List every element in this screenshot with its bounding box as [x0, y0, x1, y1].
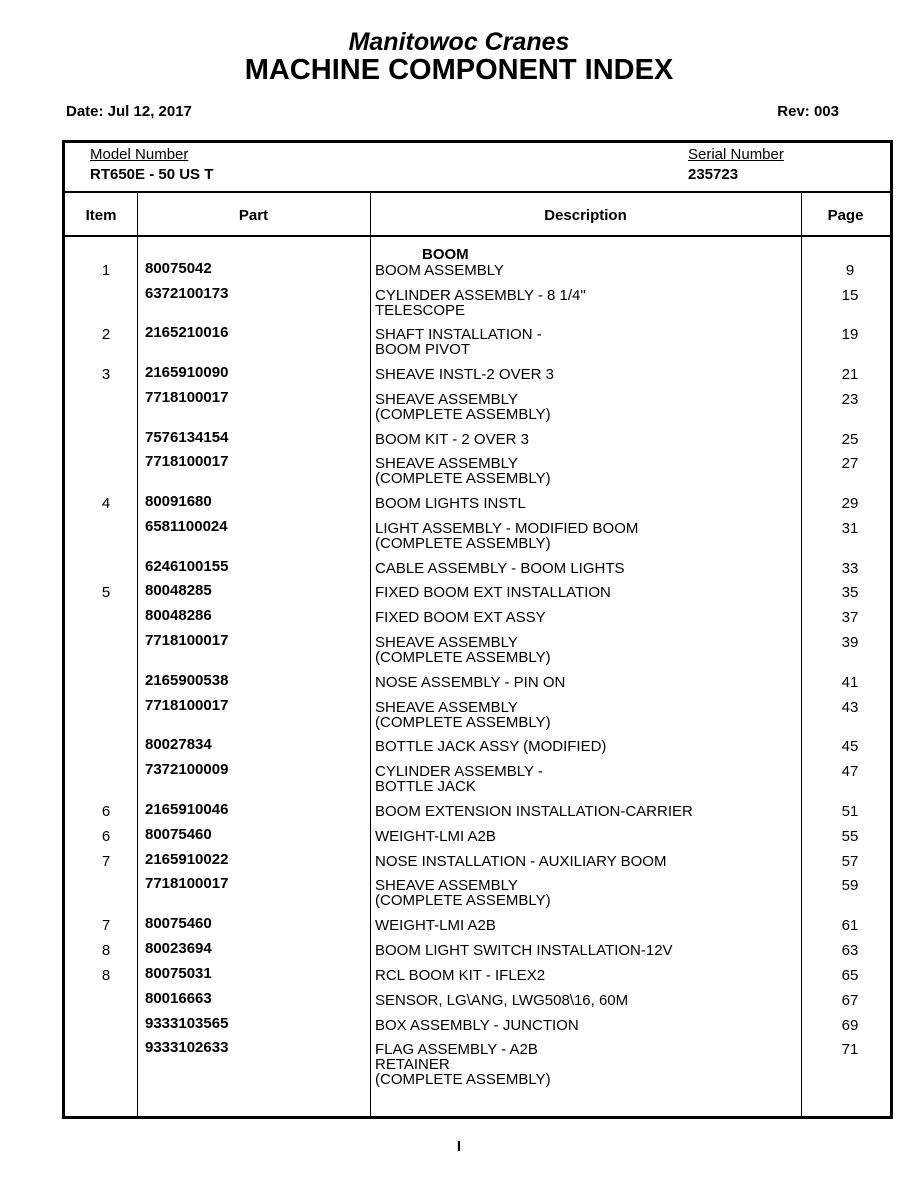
- row-page: 37: [841, 609, 859, 627]
- row-part-number: 80075031: [145, 964, 212, 982]
- row-page: 29: [841, 495, 859, 513]
- row-description: NOSE ASSEMBLY - PIN ON: [375, 673, 566, 691]
- row-item: 7: [101, 852, 111, 870]
- row-page: 51: [841, 802, 859, 820]
- row-description: SHEAVE ASSEMBLY (COMPLETE ASSEMBLY): [375, 390, 551, 423]
- row-part-number: 7718100017: [145, 696, 229, 714]
- column-header-part: Part: [238, 207, 269, 224]
- row-part-number: 80075460: [145, 915, 212, 933]
- model-number-label: Model Number: [90, 146, 189, 163]
- row-description: SENSOR, LG\ANG, LWG508\16, 60M: [375, 991, 629, 1009]
- component-index-table: [62, 140, 893, 1119]
- row-page: 15: [841, 286, 859, 304]
- row-page: 69: [841, 1016, 859, 1034]
- document-date: Date: Jul 12, 2017: [66, 103, 192, 120]
- row-page: 43: [841, 698, 859, 716]
- row-part-number: 7372100009: [145, 761, 229, 779]
- column-header-item: Item: [85, 207, 117, 224]
- row-part-number: 9333103565: [145, 1014, 229, 1032]
- row-description: CYLINDER ASSEMBLY - 8 1/4" TELESCOPE: [375, 286, 586, 319]
- row-part-number: 80048285: [145, 582, 212, 600]
- row-description: FLAG ASSEMBLY - A2B RETAINER (COMPLETE ASSEMBLY): [375, 1041, 551, 1089]
- row-description: SHEAVE ASSEMBLY (COMPLETE ASSEMBLY): [375, 634, 551, 667]
- row-description: FIXED BOOM EXT ASSY: [375, 609, 546, 627]
- row-page: 41: [841, 673, 859, 691]
- row-item: 8: [101, 966, 111, 984]
- document-header: [0, 30, 918, 85]
- row-page: 21: [841, 366, 859, 384]
- row-part-number: 2165910090: [145, 364, 229, 382]
- row-part-number: 7718100017: [145, 632, 229, 650]
- row-part-number: 9333102633: [145, 1039, 229, 1057]
- row-page: 31: [841, 519, 859, 537]
- row-page: 63: [841, 941, 859, 959]
- row-page: 47: [841, 763, 859, 781]
- row-page: 35: [841, 584, 859, 602]
- row-description: SHEAVE ASSEMBLY (COMPLETE ASSEMBLY): [375, 877, 551, 910]
- row-description: BOOM EXTENSION INSTALLATION-CARRIER: [375, 802, 693, 820]
- row-description: SHEAVE ASSEMBLY (COMPLETE ASSEMBLY): [375, 455, 551, 488]
- row-page: 19: [841, 326, 859, 344]
- row-description: BOOM LIGHT SWITCH INSTALLATION-12V: [375, 941, 673, 959]
- row-part-number: 7576134154: [145, 428, 229, 446]
- row-item: 4: [101, 495, 111, 513]
- header-divider: [65, 191, 890, 193]
- row-part-number: 2165910046: [145, 800, 229, 818]
- column-header-page: Page: [827, 207, 864, 224]
- column-header-description: Description: [544, 207, 627, 224]
- row-part-number: 7718100017: [145, 453, 229, 471]
- row-part-number: 80091680: [145, 493, 212, 511]
- row-item: 8: [101, 941, 111, 959]
- row-description: CYLINDER ASSEMBLY - BOTTLE JACK: [375, 763, 543, 796]
- row-page: 23: [841, 390, 859, 408]
- section-title: BOOM: [422, 246, 469, 263]
- row-description: CABLE ASSEMBLY - BOOM LIGHTS: [375, 559, 625, 577]
- serial-number-label: Serial Number: [688, 146, 784, 163]
- row-part-number: 2165210016: [145, 324, 229, 342]
- row-item: 1: [101, 262, 111, 279]
- table-row: [65, 1039, 890, 1097]
- row-item: 6: [101, 802, 111, 820]
- row-page: 65: [841, 966, 859, 984]
- row-part-number: 6246100155: [145, 557, 229, 575]
- row-description: SHEAVE INSTL-2 OVER 3: [375, 366, 554, 384]
- row-page: 45: [841, 738, 859, 756]
- row-description: SHAFT INSTALLATION - BOOM PIVOT: [375, 326, 542, 359]
- row-description: BOOM KIT - 2 OVER 3: [375, 430, 529, 448]
- row-description: SHEAVE ASSEMBLY (COMPLETE ASSEMBLY): [375, 698, 551, 731]
- row-part-number: 2165910022: [145, 850, 229, 868]
- row-page: 25: [841, 430, 859, 448]
- row-description: WEIGHT-LMI A2B: [375, 917, 496, 935]
- row-part-number: 80023694: [145, 939, 212, 957]
- column-header-divider: [65, 235, 890, 237]
- row-part-number: 80027834: [145, 736, 212, 754]
- row-description: LIGHT ASSEMBLY - MODIFIED BOOM (COMPLETE ASSEMBLY): [375, 519, 639, 552]
- row-part-number: 2165900538: [145, 671, 229, 689]
- row-item: 2: [101, 326, 111, 344]
- serial-number-value: 235723: [688, 166, 739, 183]
- row-page: 61: [841, 917, 859, 935]
- row-description: BOOM LIGHTS INSTL: [375, 495, 526, 513]
- row-page: 59: [841, 877, 859, 895]
- row-item: 6: [101, 827, 111, 845]
- row-page: 71: [841, 1041, 859, 1059]
- row-description: BOX ASSEMBLY - JUNCTION: [375, 1016, 579, 1034]
- row-page: 55: [841, 827, 859, 845]
- row-part-number: 6372100173: [145, 284, 229, 302]
- row-part-number: 80016663: [145, 989, 212, 1007]
- row-page: 57: [841, 852, 859, 870]
- row-description: RCL BOOM KIT - IFLEX2: [375, 966, 546, 984]
- row-page: 67: [841, 991, 859, 1009]
- row-description: BOTTLE JACK ASSY (MODIFIED): [375, 738, 607, 756]
- page-number: I: [456, 1138, 462, 1155]
- row-page: 33: [841, 559, 859, 577]
- row-description: WEIGHT-LMI A2B: [375, 827, 496, 845]
- table-body: [65, 247, 890, 1097]
- row-part-number: 80048286: [145, 607, 212, 625]
- row-description: BOOM ASSEMBLY: [375, 262, 504, 279]
- row-description: NOSE INSTALLATION - AUXILIARY BOOM: [375, 852, 667, 870]
- company-name: Manitowoc Cranes: [348, 28, 570, 56]
- row-page: 27: [841, 455, 859, 473]
- row-part-number: 80075042: [145, 260, 212, 277]
- row-page: 9: [845, 262, 855, 279]
- document-title: MACHINE COMPONENT INDEX: [244, 54, 674, 86]
- model-number-value: RT650E - 50 US T: [90, 166, 214, 183]
- row-item: 3: [101, 366, 111, 384]
- row-part-number: 6581100024: [145, 517, 228, 535]
- row-description: FIXED BOOM EXT INSTALLATION: [375, 584, 611, 602]
- row-item: 7: [101, 917, 111, 935]
- row-item: 5: [101, 584, 111, 602]
- document-revision: Rev: 003: [777, 103, 839, 120]
- row-part-number: 7718100017: [145, 388, 229, 406]
- row-part-number: 80075460: [145, 825, 212, 843]
- row-part-number: 7718100017: [145, 875, 229, 893]
- row-page: 39: [841, 634, 859, 652]
